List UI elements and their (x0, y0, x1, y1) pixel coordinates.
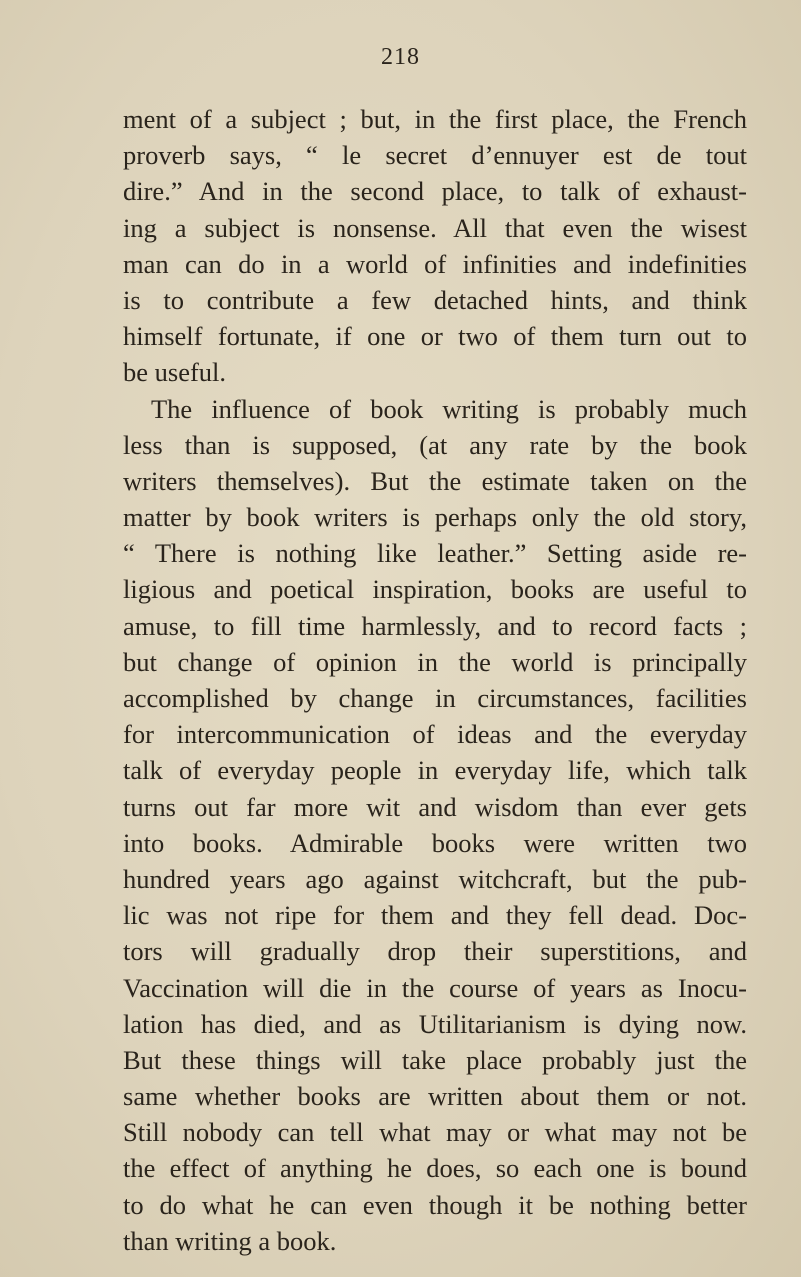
text-line: lation has died, and as Utilitarianism is dying now. (123, 1008, 747, 1039)
text-line: less than is supposed, (at any rate by the book (123, 429, 747, 460)
text-line: to do what he can even though it be nothing better (123, 1189, 747, 1220)
text-line: proverb says, “ le secret d’ennuyer est de tout (123, 140, 747, 171)
text-line: Still nobody can tell what may or what may not be (123, 1117, 747, 1148)
text-line: for intercommunication of ideas and the everyday (123, 719, 747, 750)
text-line: ment of a subject ; but, in the first place, the French (123, 104, 747, 134)
text-line: tors will gradually drop their superstitions, and (123, 936, 747, 967)
text-line: lic was not ripe for them and they fell dead. Doc- (123, 900, 747, 931)
text-line: accomplished by change in circumstances, facilities (123, 683, 747, 713)
text-line: talk of everyday people in everyday life, which talk (123, 755, 747, 786)
text-line: But these things will take place probably just the (123, 1044, 747, 1075)
text-line: man can do in a world of infinities and indefinities (123, 248, 747, 279)
text-line: is to contribute a few detached hints, and think (123, 284, 747, 315)
text-line: be useful. (123, 357, 227, 388)
text-line: “ There is nothing like leather.” Setting aside re- (123, 538, 747, 569)
text-line: himself fortunate, if one or two of them turn out to (123, 321, 747, 352)
text-line: writers themselves). But the estimate taken on the (123, 465, 747, 496)
text-line: but change of opinion in the world is principally (123, 646, 747, 677)
text-line: amuse, to fill time harmlessly, and to record facts ; (123, 610, 747, 641)
page-number: 218 (381, 44, 420, 70)
text-line: hundred years ago against witchcraft, but the pub- (123, 863, 747, 894)
paragraph-start-line: The influence of book writing is probably much (151, 393, 747, 424)
text-line: dire.” And in the second place, to talk of exhaust- (123, 176, 747, 207)
text-line: Vaccination will die in the course of years as Inocu- (123, 972, 747, 1003)
text-line: matter by book writers is perhaps only the old story, (123, 502, 747, 533)
text-line: ing a subject is nonsense. All that even the wisest (123, 212, 747, 243)
text-line: into books. Admirable books were written two (123, 827, 747, 858)
text-line: the effect of anything he does, so each one is bound (123, 1153, 747, 1184)
text-line: than writing a book. (123, 1225, 337, 1256)
text-line: turns out far more wit and wisdom than ever gets (123, 791, 747, 822)
body-text (123, 101, 747, 1259)
text-line: ligious and poetical inspiration, books are useful to (123, 574, 747, 605)
text-line: same whether books are written about them or not. (123, 1081, 747, 1112)
